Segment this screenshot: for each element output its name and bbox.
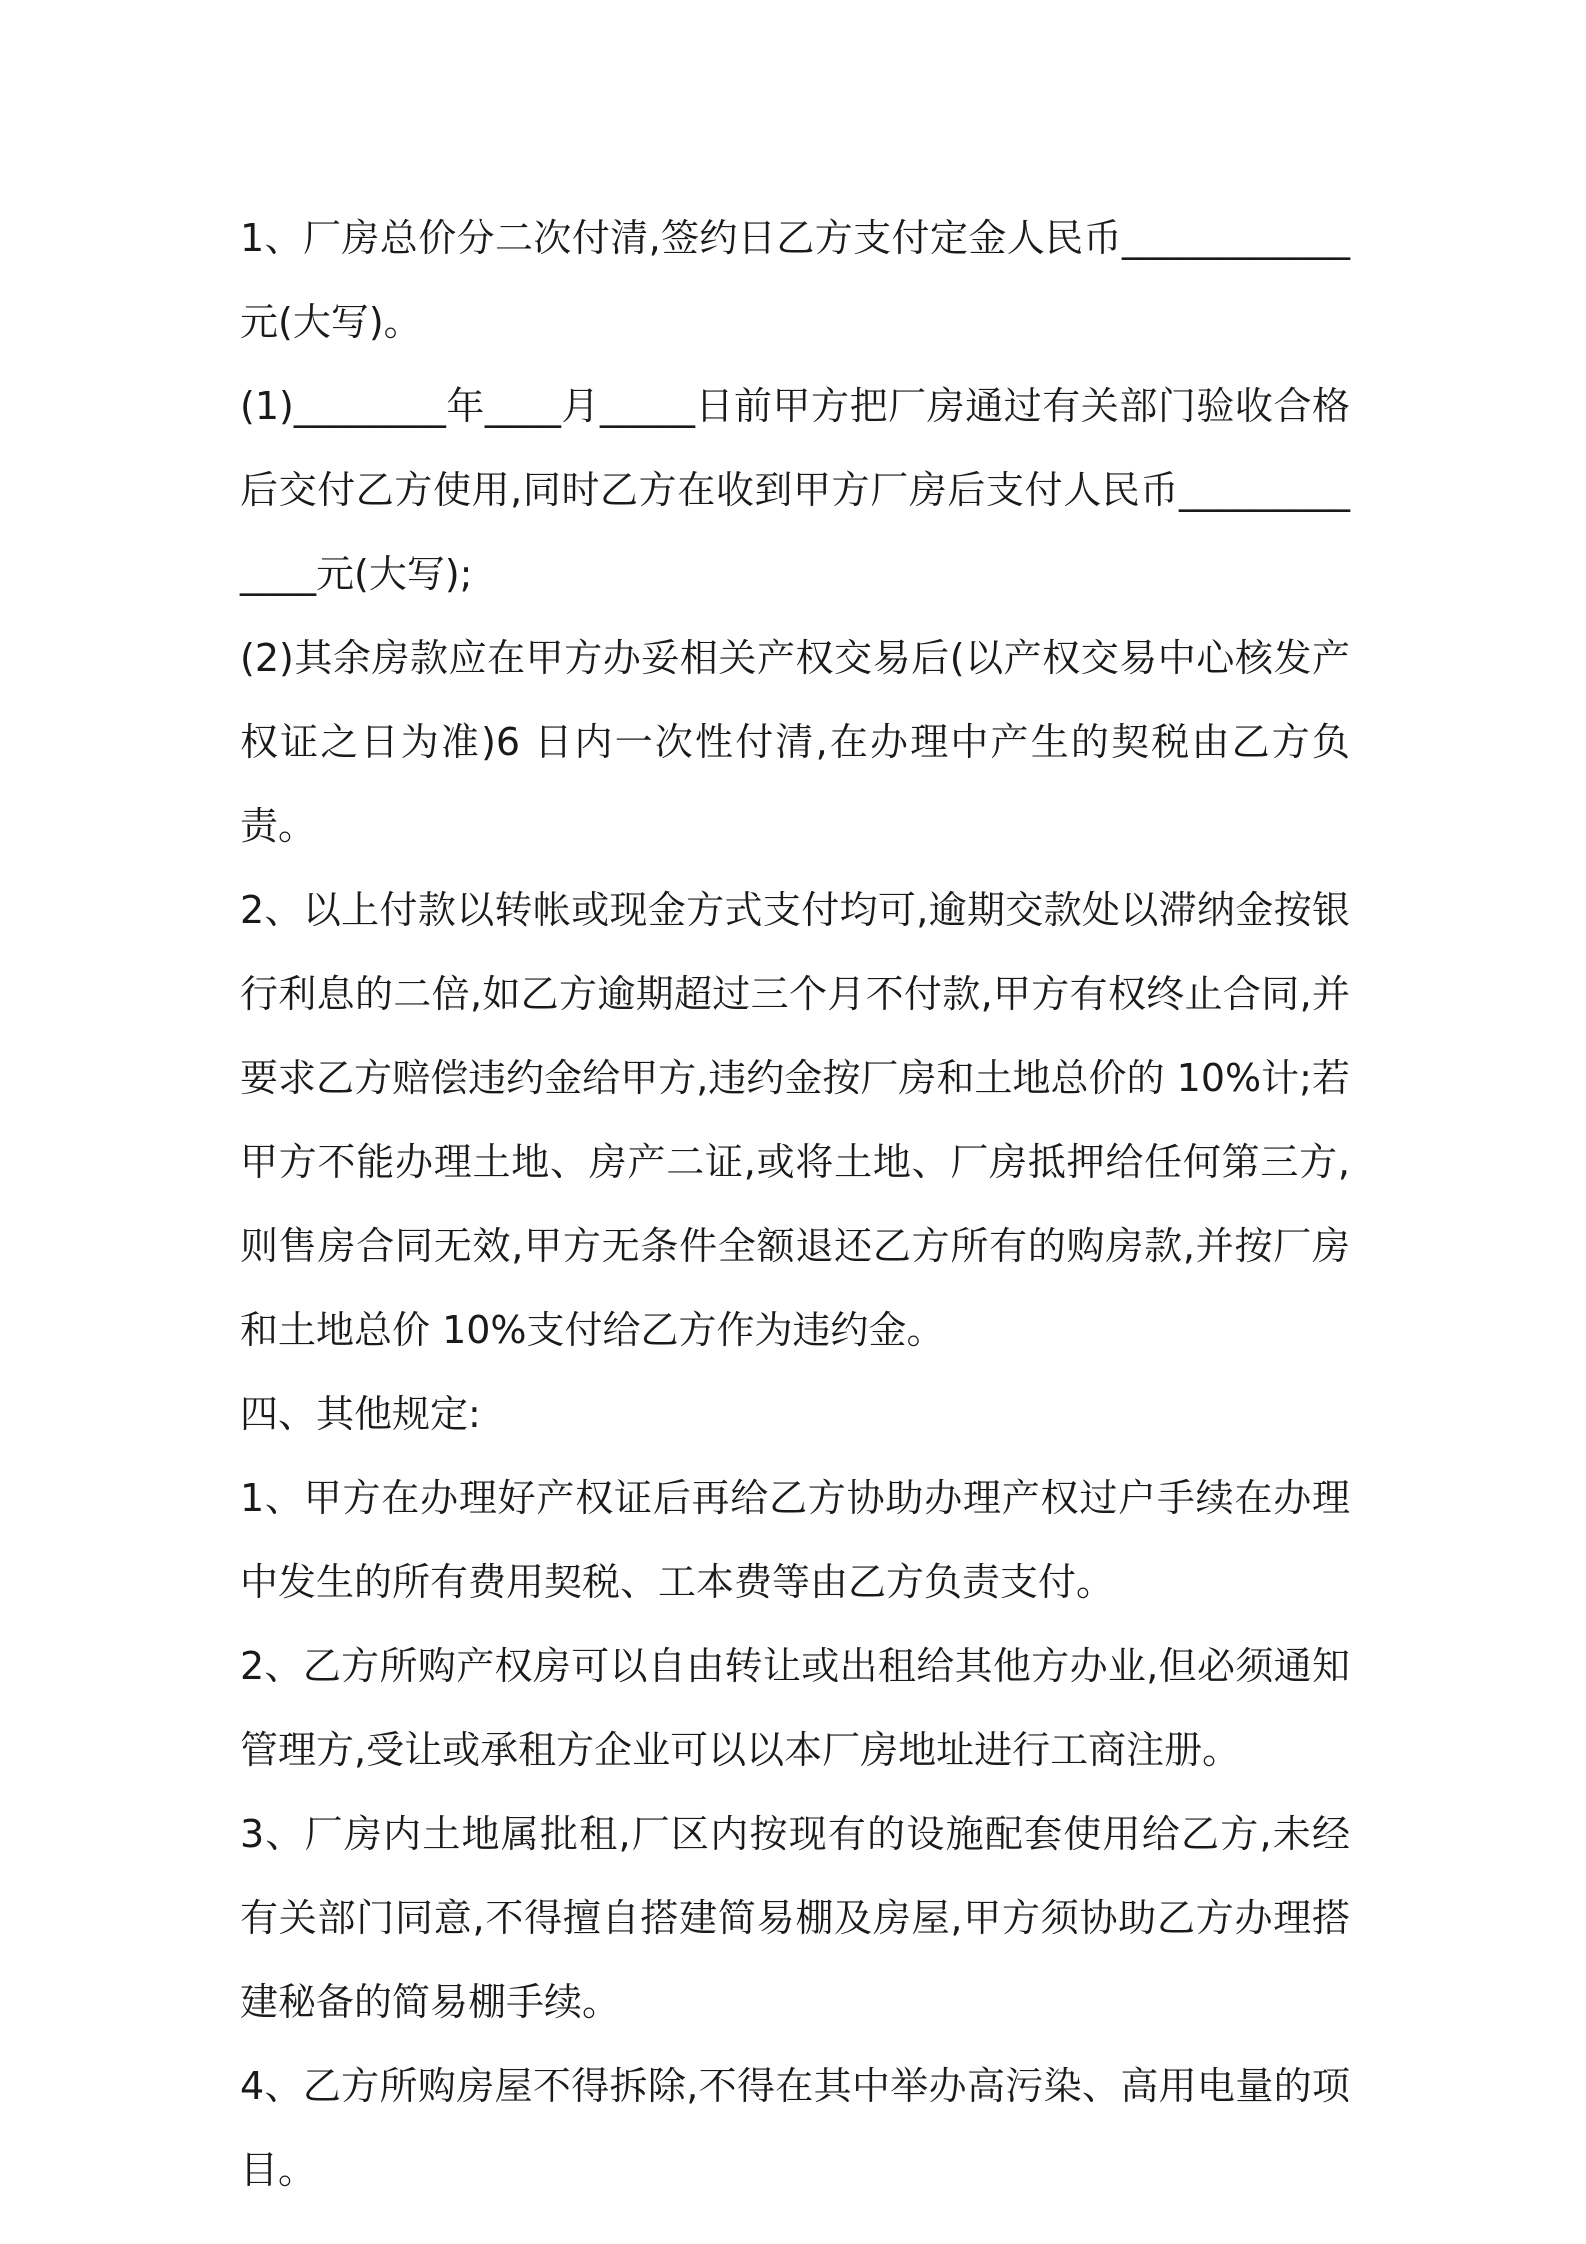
paragraph-rule-3: 3、厂房内土地属批租,厂区内按现有的设施配套使用给乙方,未经有关部门同意,不得擅自搭建简易棚及房屋,甲方须协助乙方办理搭建秘备的简易棚手续。 [240, 1812, 1350, 2024]
paragraph-payment-item-2: (2)其余房款应在甲方办妥相关产权交易后(以产权交易中心核发产权证之日为准)6 日内一次性付清,在办理中产生的契税由乙方负责。 [240, 636, 1350, 848]
paragraph-rule-1: 1、甲方在办理好产权证后再给乙方协助办理产权过户手续在办理中发生的所有费用契税、工本费等由乙方负责支付。 [240, 1476, 1350, 1604]
paragraph-payment-installments: 1、厂房总价分二次付清,签约日乙方支付定金人民币____________元(大写)。 [240, 216, 1350, 344]
paragraph-rule-2: 2、乙方所购产权房可以自由转让或出租给其他方办业,但必须通知管理方,受让或承租方企业可以以本厂房地址进行工商注册。 [240, 1644, 1350, 1772]
paragraph-rule-4: 4、乙方所购房屋不得拆除,不得在其中举办高污染、高用电量的项目。 [240, 2064, 1350, 2192]
document-body [240, 196, 1350, 2212]
section-heading-other-rules: 四、其他规定: [240, 1392, 481, 1436]
paragraph-payment-terms: 2、以上付款以转帐或现金方式支付均可,逾期交款处以滞纳金按银行利息的二倍,如乙方逾期超过三个月不付款,甲方有权终止合同,并要求乙方赔偿违约金给甲方,违约金按厂房和土地总价的 10%计;若甲方不能办理土地、房产二证,或将土地、厂房抵押给任何第三方,则售房合同无效,甲方无条件全额退还乙方所有的购房款,并按厂房和土地总价 10%支付给乙方作为违约金。 [240, 888, 1350, 1352]
paragraph-payment-item-1: (1)________年____月_____日前甲方把厂房通过有关部门验收合格后交付乙方使用,同时乙方在收到甲方厂房后支付人民币_____________元(大写); [240, 384, 1350, 596]
